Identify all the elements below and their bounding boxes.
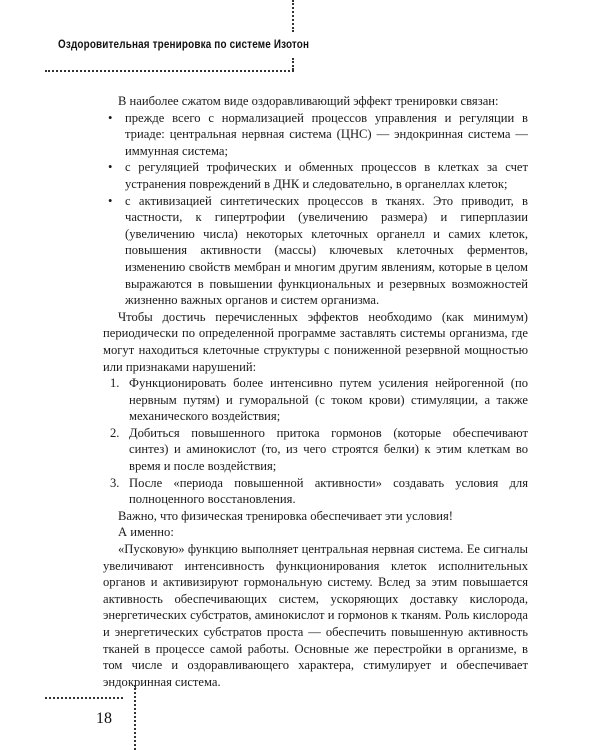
item-text: После «периода повышенной активности» создавать условия для полноценного восстановления. bbox=[129, 475, 528, 507]
bullet-text: с активизацией синтетических процессов в тканях. Это приводит, в частности, к гипертрофии (увеличению размера) и гиперплазии (увеличению числа) некоторых клеточных органелл и самих клеток, повышения активности (массы) ключевых клеточных ферментов, изменению свойств мембран и многим другим явлениям, которые в целом выражаются в повышении функциональных и резервных возможностей жизненно важных органов и систем организма. bbox=[125, 193, 528, 308]
numbered-item bbox=[103, 475, 528, 508]
page-number: 18 bbox=[96, 710, 112, 727]
bullet-item bbox=[103, 159, 528, 192]
item-number: 3. bbox=[110, 475, 120, 490]
namely-paragraph: А именно: bbox=[118, 525, 174, 540]
numbered-item bbox=[103, 375, 528, 425]
item-text: Добиться повышенного притока гормонов (которые обеспечивают синтез) и аминокислот (то, из чего строятся белки) к этим клеткам во время и после воздействия; bbox=[129, 425, 528, 474]
bullet-mark: • bbox=[108, 110, 113, 125]
bullet-mark: • bbox=[108, 160, 113, 175]
intro-paragraph: В наиболее сжатом виде оздоравливающий эффект тренировки связан: bbox=[118, 94, 499, 108]
footer-dotted-vertical-line bbox=[134, 685, 136, 750]
bullet-item bbox=[103, 110, 528, 160]
important-paragraph: Важно, что физическая тренировка обеспечивает эти условия! bbox=[118, 508, 453, 523]
goal-paragraph: Чтобы достичь перечисленных эффектов необходимо (как минимум) периодически по определенной программе заставлять системы организма, где могут находиться клеточные структуры с пониженной резервной мощностью или признаками нарушений: bbox=[103, 309, 528, 374]
bullet-text: с регуляцией трофических и обменных процессов в клетках за счет устранения повреждений в ДНК и следовательно, в органеллах клеток; bbox=[125, 160, 528, 191]
bullet-item bbox=[103, 193, 528, 309]
header-dotted-vertical-line-lower bbox=[292, 58, 294, 70]
header-dotted-vertical-line bbox=[292, 0, 294, 32]
numbered-item bbox=[103, 425, 528, 475]
bullet-mark: • bbox=[108, 193, 113, 208]
item-text: Функционировать более интенсивно путем усиления нейрогенной (по нервным путям) и гуморальной (с током крови) стимуляции, а также механического воздействия; bbox=[129, 376, 528, 424]
final-paragraph: «Пусковую» функцию выполняет центральная нервная система. Ее сигналы увеличивают интенсивность функционирования клеток исполнительных органов и активизируют гормональную систему. Вслед за этим повышается активность обеспечивающих систем, ускоряющих доставку кислорода, энергетических субстратов, аминокислот и гормонов к тканям. Роль кислорода и энергетических субстратов проста — обеспечить повышенную активность тканей в процессе самой работы. Основные же перестройки в организме, в том числе и оздоравливающего характера, стимулирует и обеспечивает эндокринная система. bbox=[103, 542, 528, 689]
running-header-title: Оздоровительная тренировка по системе Изотон bbox=[58, 39, 310, 51]
bullet-text: прежде всего с нормализацией процессов управления и регуляции в триаде: центральная нервная система (ЦНС) — эндокринная система — иммунная система; bbox=[125, 110, 528, 158]
item-number: 2. bbox=[110, 425, 120, 440]
footer-dotted-horizontal-line bbox=[45, 697, 123, 699]
header-dotted-horizontal-line bbox=[45, 70, 294, 72]
item-number: 1. bbox=[110, 376, 120, 391]
page-body bbox=[103, 93, 528, 690]
